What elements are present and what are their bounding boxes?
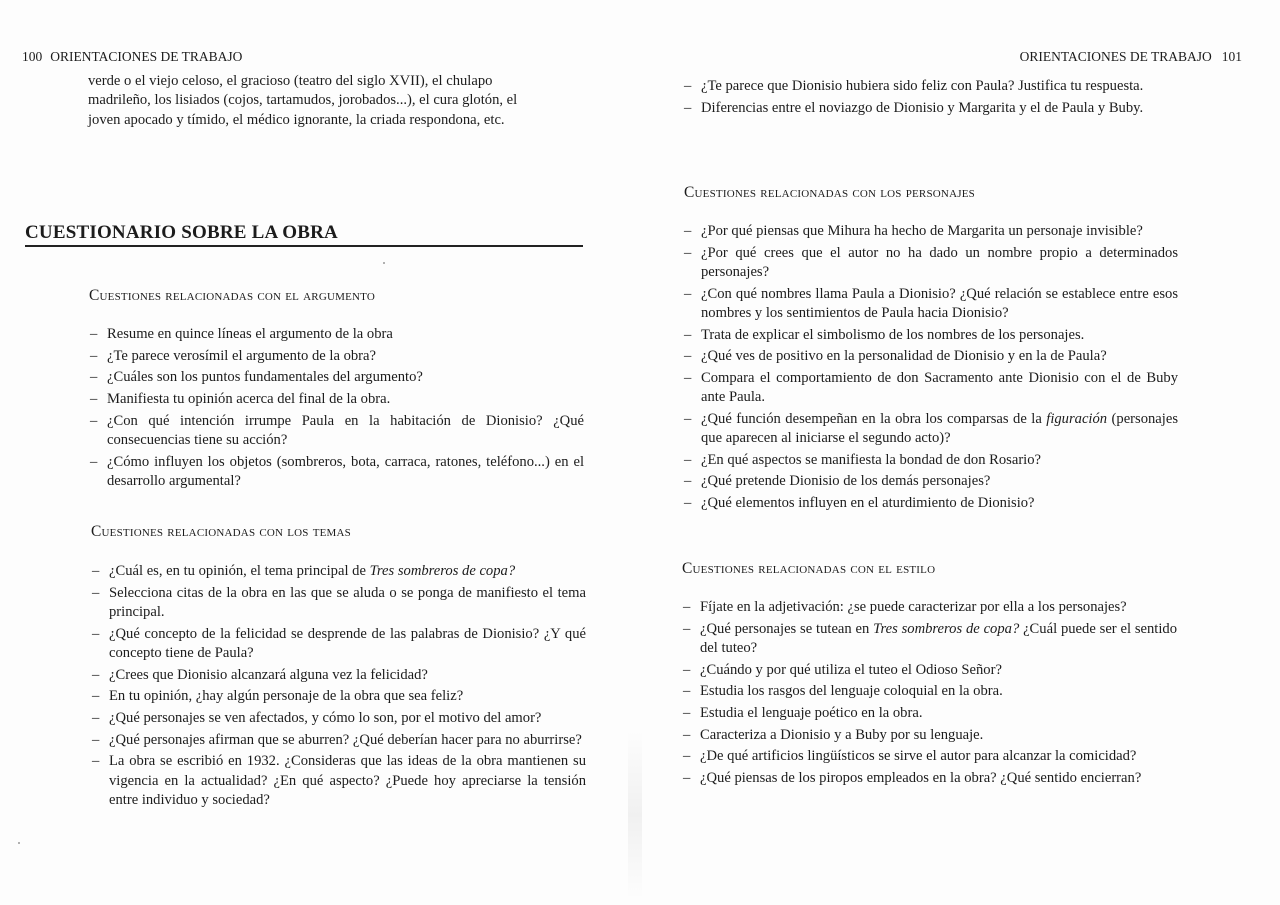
estilo-heading: Cuestiones relacionadas con el estilo (682, 560, 936, 577)
list-item: – ¿Te parece verosímil el argumento de la obra? (90, 347, 376, 364)
list-item: – ¿Cómo influyen los objetos (sombreros, bota, carraca, ratones, teléfono...) en el desarrollo argumental? (90, 453, 584, 489)
list-item: – ¿Con qué intención irrumpe Paula en la habitación de Dionisio? ¿Qué consecuencias tiene su acción? (90, 412, 584, 449)
list-item: – ¿Qué ves de positivo en la personalidad de Dionisio y en la de Paula? (684, 348, 1107, 365)
list-item: – ¿De qué artificios lingüísticos se sirve el autor para alcanzar la comicidad? (683, 748, 1137, 765)
scan-speck (383, 262, 385, 264)
right-page-number: 101 (1221, 49, 1242, 64)
list-item: – Fíjate en la adjetivación: ¿se puede caracterizar por ella a los personajes? (683, 599, 1127, 615)
personajes-heading: Cuestiones relacionadas con los personajes (684, 184, 975, 201)
list-item: – ¿Crees que Dionisio alcanzará alguna vez la felicidad? (92, 666, 428, 683)
list-item: – ¿Qué piensas de los piropos empleados en la obra? ¿Qué sentido encierran? (683, 770, 1142, 787)
intro-line: madrileño, los lisiados (cojos, tartamudos, jorobados...), el cura glotón, el (88, 92, 518, 109)
argumento-heading: Cuestiones relacionadas con el argumento (89, 287, 376, 304)
list-item: – ¿Te parece que Dionisio hubiera sido feliz con Paula? Justifica tu respuesta. (684, 78, 1144, 94)
list-item: – ¿Cuándo y por qué utiliza el tuteo el Odioso Señor? (683, 661, 1002, 678)
list-item: – ¿Qué concepto de la felicidad se desprende de las palabras de Dionisio? ¿Y qué concepto tiene de Paula? (92, 625, 586, 661)
argumento-list (90, 325, 584, 494)
left-page-number: 100 (22, 49, 43, 64)
temas-heading: Cuestiones relacionadas con los temas (91, 523, 351, 540)
estilo-list (683, 598, 1177, 791)
list-item: – ¿Por qué crees que el autor no ha dado un nombre propio a determinados personajes? (684, 244, 1178, 280)
continued-list (684, 77, 1178, 120)
list-item: – Selecciona citas de la obra en las que se aluda o se ponga de manifiesto el tema principal. (92, 584, 586, 620)
list-item: – ¿Cuál es, en tu opinión, el tema principal de Tres sombreros de copa? (92, 563, 516, 579)
list-item: – ¿Qué elementos influyen en el aturdimiento de Dionisio? (684, 495, 1035, 512)
right-running-header (1020, 49, 1242, 65)
list-item: – Estudia el lenguaje poético en la obra. (683, 705, 923, 722)
section-title: CUESTIONARIO SOBRE LA OBRA (25, 222, 338, 243)
list-item: – ¿Qué pretende Dionisio de los demás personajes? (684, 473, 991, 490)
list-item: – Resume en quince líneas el argumento de la obra (90, 326, 393, 342)
list-item: – Compara el comportamiento de don Sacramento ante Dionisio con el de Buby ante Paula. (684, 369, 1178, 406)
list-item: – ¿Con qué nombres llama Paula a Dionisio? ¿Qué relación se establece entre esos nombres y los sentimientos de Paula hacia Dionisio? (684, 285, 1178, 321)
list-item: – La obra se escribió en 1932. ¿Consideras que las ideas de la obra mantienen su vigencia en la actualidad? ¿En qué aspecto? ¿Puede hoy apreciarse la tensión entre individuo y sociedad? (92, 753, 586, 808)
list-item: – ¿Por qué piensas que Mihura ha hecho de Margarita un personaje invisible? (684, 223, 1143, 239)
personajes-list (684, 222, 1178, 516)
list-item: – Manifiesta tu opinión acerca del final de la obra. (90, 391, 391, 408)
list-item: – ¿Cuáles son los puntos fundamentales del argumento? (90, 369, 423, 386)
scan-speck (18, 842, 20, 844)
list-item: – Estudia los rasgos del lenguaje coloquial en la obra. (683, 683, 1003, 700)
list-item: – ¿Qué personajes se ven afectados, y cómo lo son, por el motivo del amor? (92, 709, 542, 726)
left-running-header (22, 49, 242, 65)
intro-line: joven apocado y tímido, el médico ignorante, la criada respondona, etc. (88, 111, 505, 128)
list-item: – Caracteriza a Dionisio y a Buby por su lenguaje. (683, 726, 984, 743)
intro-line: verde o el viejo celoso, el gracioso (teatro del siglo XVII), el chulapo (88, 73, 493, 89)
list-item: – ¿Qué personajes afirman que se aburren? ¿Qué deberían hacer para no aburrirse? (92, 731, 582, 748)
section-divider (25, 245, 583, 247)
list-item: – ¿En qué aspectos se manifiesta la bondad de don Rosario? (684, 451, 1042, 468)
list-item: – ¿Qué función desempeñan en la obra los comparsas de la figuración (personajes que aparecen al iniciarse el segundo acto)? (684, 410, 1178, 447)
intro-paragraph (88, 72, 582, 130)
list-item: – Diferencias entre el noviazgo de Dionisio y Margarita y el de Paula y Buby. (684, 99, 1144, 116)
left-header-title: ORIENTACIONES DE TRABAJO (50, 49, 243, 64)
right-header-title: ORIENTACIONES DE TRABAJO (1019, 49, 1212, 64)
list-item: – ¿Qué personajes se tutean en Tres sombreros de copa? ¿Cuál puede ser el sentido del tuteo? (683, 620, 1178, 656)
temas-list (92, 562, 586, 812)
right-page (640, 0, 1280, 905)
list-item: – En tu opinión, ¿hay algún personaje de la obra que sea feliz? (92, 688, 464, 705)
list-item: – Trata de explicar el simbolismo de los nombres de los personajes. (684, 326, 1085, 343)
